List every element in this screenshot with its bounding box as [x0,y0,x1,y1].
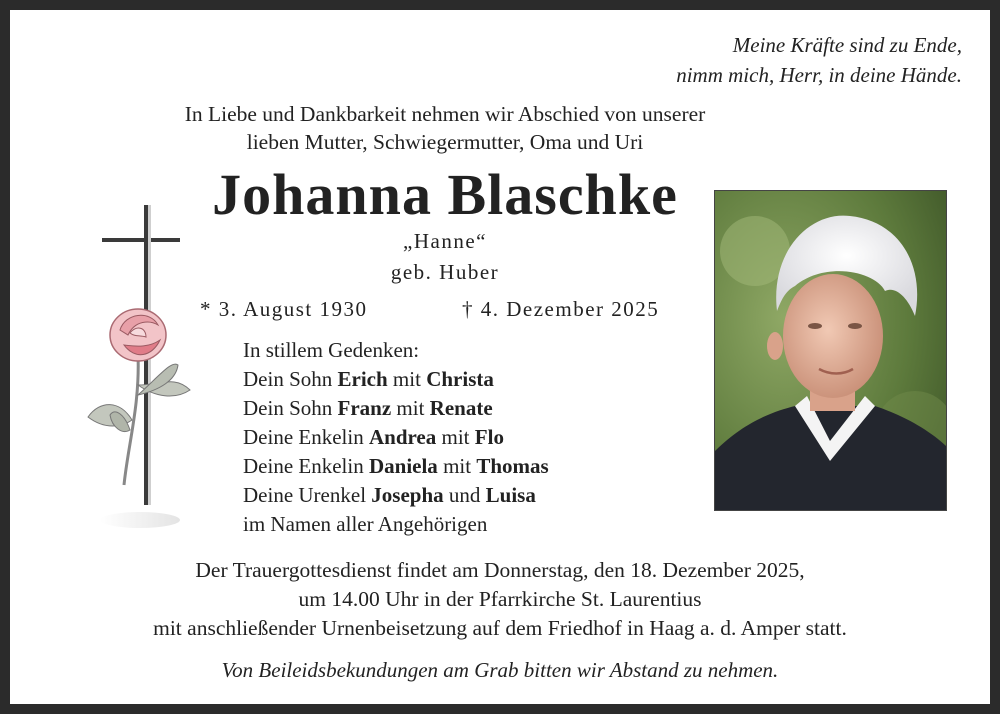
intro-line-1: In Liebe und Dankbarkeit nehmen wir Abschied von unserer [184,102,706,126]
motto-line-2: nimm mich, Herr, in deine Hände. [676,63,962,87]
mourners-list [243,336,549,539]
mourner-row: Deine Urenkel Josepha und Luisa [243,483,536,507]
service-line-2: um 14.00 Uhr in der Pfarrkirche St. Laurentius [298,587,702,611]
service-info [60,556,940,643]
deceased-name: Johanna Blaschke [212,162,678,227]
birth-date: * 3. August 1930 [200,297,368,321]
mourners-footer: im Namen aller Angehörigen [243,512,488,536]
portrait-photo [714,190,947,511]
motto-verse [676,30,962,90]
intro-text [120,100,770,156]
mourner-row: Dein Sohn Erich mit Christa [243,367,494,391]
portrait-image [715,191,946,510]
mourners-heading: In stillem Gedenken: [243,338,420,362]
motto-line-1: Meine Kräfte sind zu Ende, [732,33,962,57]
intro-line-2: lieben Mutter, Schwiegermutter, Oma und Uri [246,130,644,154]
maiden-name: geb. Huber [390,260,500,284]
death-date: † 4. Dezember 2025 [462,297,660,321]
mourner-row: Dein Sohn Franz mit Renate [243,396,493,420]
deceased-nickname: „Hanne“ [403,229,487,253]
mourner-row: Deine Enkelin Daniela mit Thomas [243,454,549,478]
cross-with-rose-icon [80,185,220,535]
mourner-row: Deine Enkelin Andrea mit Flo [243,425,504,449]
closing-note: Von Beileidsbekundungen am Grab bitten wir Abstand zu nehmen. [221,658,779,682]
service-line-3: mit anschließender Urnenbeisetzung auf dem Friedhof in Haag a. d. Amper statt. [153,616,847,640]
service-line-1: Der Trauergottesdienst findet am Donnerstag, den 18. Dezember 2025, [195,558,805,582]
